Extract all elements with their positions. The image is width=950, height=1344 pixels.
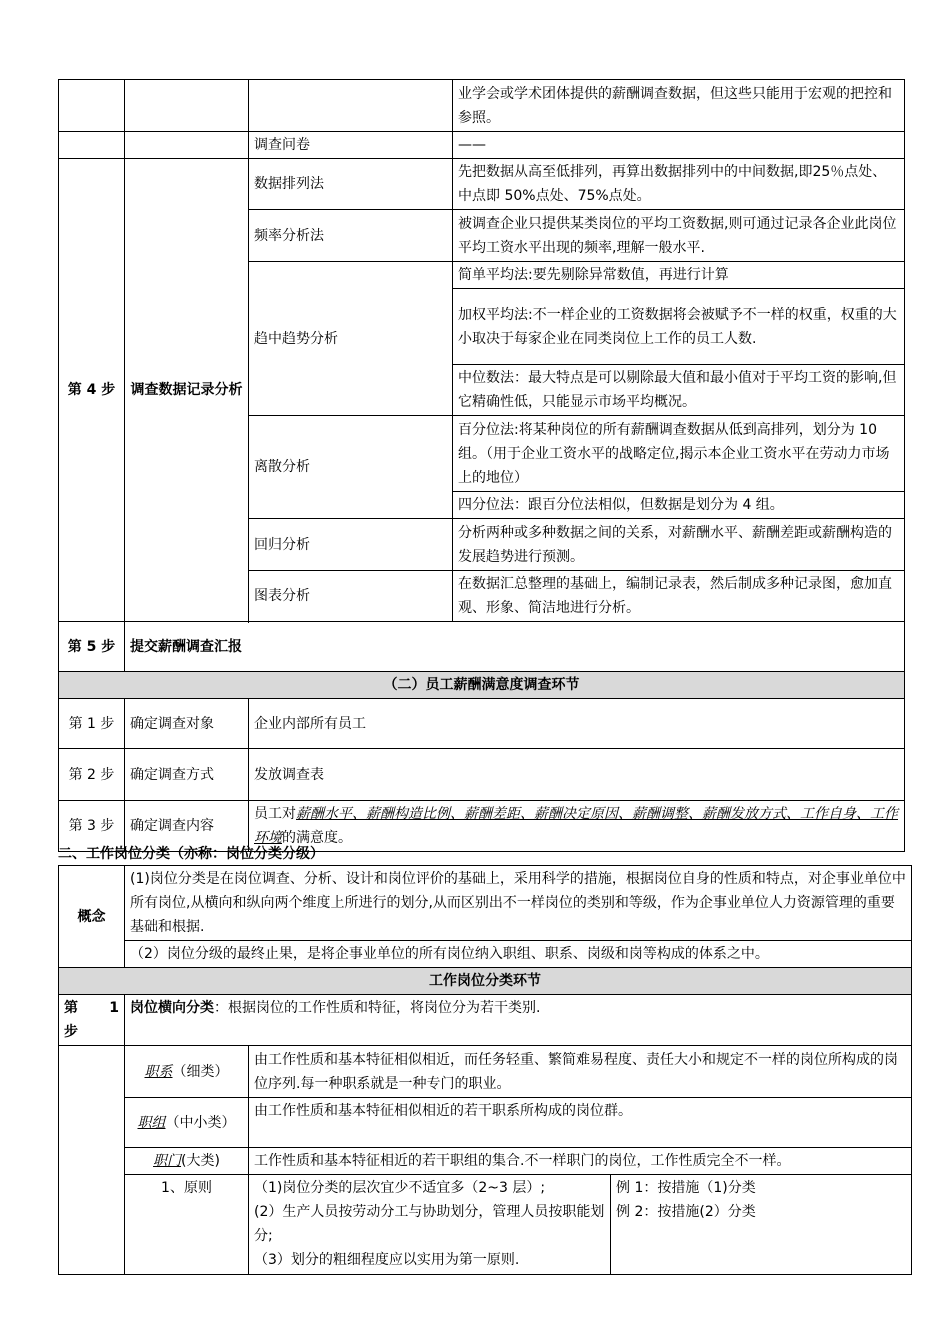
cell-text: 加权平均法:不一样企业的工资数据将会被赋予不一样的权重，权重的大小取决于每家企业在同类岗位上工作的员工人数. [453, 289, 905, 365]
content-prefix: 员工对 [254, 806, 296, 822]
cell-text: 被调查企业只提供某类岗位的平均工资数据,则可通过记录各企业此岗位平均工资水平出现的频率,理解一般水平. [453, 210, 905, 262]
cell-text: 百分位法:将某种岗位的所有薪酬调查数据从低到高排列，划分为 10 组。（用于企业工资水平的战略定位,揭示本企业工资水平在劳动力市场上的地位） [453, 416, 905, 492]
method-name: 数据排列法 [249, 159, 453, 210]
step-number: 第 2 步 [59, 749, 125, 801]
cell-text: 在数据汇总整理的基础上，编制记录表，然后制成多种记录图，愈加直观、形象、简洁地进行分析。 [453, 571, 905, 622]
table-row [59, 968, 912, 995]
concept-p1: (1)岗位分类是在岗位调查、分析、设计和岗位评价的基础上，采用科学的措施，根据岗位自身的性质和特点，对企事业单位中所有岗位,从横向和纵向两个维度上所进行的划分,从而区别出不一样岗位的类别和等级，作为企事业单位人力资源管理的重要基础和根据. [125, 866, 912, 941]
category-text: 由工作性质和基本特征相似相近，而任务轻重、繁简难易程度、责任大小和规定不一样的岗位所构成的岗位序列.每一种职系就是一种专门的职业。 [249, 1046, 912, 1098]
step-text: ：根据岗位的工作性质和特征，将岗位分为若干类别. [214, 1000, 541, 1016]
step-number: 第 3 步 [59, 801, 125, 852]
cell-text: 业学会或学术团体提供的薪酬调查数据，但这些只能用于宏观的把控和参照。 [453, 80, 905, 132]
step-number: 第 5 步 [59, 622, 125, 672]
step-name: 调查数据记录分析 [125, 159, 249, 622]
step-description [125, 995, 912, 1046]
section-heading: 二、工作岗位分类（亦称：岗位分类分级） [58, 846, 324, 862]
table-row [59, 1175, 912, 1275]
table-row [59, 622, 905, 672]
section-title: 工作岗位分类环节 [59, 968, 912, 995]
category-text: 工作性质和基本特征相近的若干职组的集合.不一样职门的岗位，工作性质完全不一样。 [249, 1148, 912, 1175]
cell-text: 发放调查表 [249, 749, 905, 801]
cell-text: 中位数法：最大特点是可以剔除最大值和最小值对于平均工资的影响,但它精确性低，只能显示市场平均概况。 [453, 365, 905, 416]
table-row [59, 699, 905, 749]
table-row [59, 941, 912, 968]
table-row [59, 995, 912, 1046]
method-name: 调查问卷 [249, 132, 453, 159]
category-text: 由工作性质和基本特征相似相近的若干职系所构成的岗位群。 [249, 1098, 912, 1148]
method-name: 频率分析法 [249, 210, 453, 262]
cell-text: —— [453, 132, 905, 159]
method-name: 图表分析 [249, 571, 453, 622]
concept-label: 概念 [59, 866, 125, 968]
content-items: 薪酬水平、薪酬构造比例、薪酬差距、薪酬决定原因、薪酬调整、薪酬发放方式、工作自身、工作环境 [254, 806, 898, 846]
survey-table [58, 79, 905, 852]
content-suffix: 的满意度。 [282, 830, 352, 846]
category-label: 职组（中小类） [125, 1098, 249, 1148]
table-row [59, 1148, 912, 1175]
section-title: （二）员工薪酬满意度调查环节 [59, 672, 905, 699]
cell-text [249, 801, 905, 852]
step-name: 提交薪酬调查汇报 [125, 622, 905, 672]
table-row [59, 866, 912, 941]
cell-text: 分析两种或多种数据之间的关系，对薪酬水平、薪酬差距或薪酬构造的发展趋势进行预测。 [453, 519, 905, 571]
cell-text: 四分位法：跟百分位法相似，但数据是划分为 4 组。 [453, 492, 905, 519]
step-number: 第 1 步 [59, 699, 125, 749]
principle-lines: （1)岗位分类的层次宜少不适宜多（2~3 层）; (2）生产人员按劳动分工与协助划分，管理人员按职能划分; （3）划分的粗细程度应以实用为第一原则. [249, 1175, 611, 1275]
method-name: 趋中趋势分析 [249, 262, 453, 416]
table-row [59, 749, 905, 801]
principle-examples: 例 1：按措施（1)分类 例 2：按措施(2）分类 [611, 1175, 912, 1275]
classification-table [58, 865, 912, 1275]
step-name: 确定调查内容 [125, 801, 249, 852]
category-label: 职系（细类） [125, 1046, 249, 1098]
table-row [59, 159, 905, 210]
category-label: 职门(大类) [125, 1148, 249, 1175]
cell-text: 简单平均法:要先剔除异常数值，再进行计算 [453, 262, 905, 289]
cell-text: 先把数据从高至低排列，再算出数据排列中的中间数据,即25％点处、中点即 50%点处、75%点处。 [453, 159, 905, 210]
category-term: 职组 [137, 1114, 166, 1131]
step-name: 确定调查对象 [125, 699, 249, 749]
step-name: 确定调查方式 [125, 749, 249, 801]
category-term: 职系 [144, 1063, 173, 1080]
method-name: 回归分析 [249, 519, 453, 571]
table-row [59, 80, 905, 132]
table-row [59, 1046, 912, 1098]
table-row [59, 1098, 912, 1148]
principle-label: 1、原则 [125, 1175, 249, 1275]
step-bold: 岗位横向分类 [130, 1000, 214, 1016]
concept-p2: （2）岗位分级的最终止果，是将企事业单位的所有岗位纳入职组、职系、岗级和岗等构成的体系之中。 [125, 941, 912, 968]
table-row [59, 672, 905, 699]
method-name: 离散分析 [249, 416, 453, 519]
cell-text: 企业内部所有员工 [249, 699, 905, 749]
step-number: 第 1 步 [59, 995, 125, 1046]
category-term: 职门 [153, 1153, 182, 1169]
step-number: 第 4 步 [59, 159, 125, 622]
table-row [59, 132, 905, 159]
